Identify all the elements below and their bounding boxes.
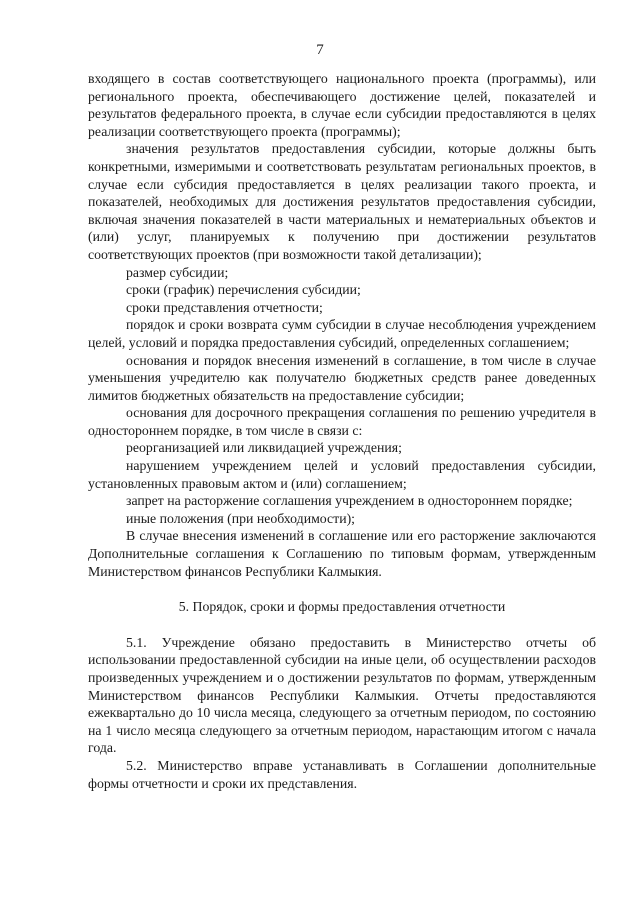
section-heading: 5. Порядок, сроки и формы предоставления отчетности — [178, 599, 506, 615]
body-paragraph: входящего в состав соответствующего национального проекта (программы), или регионального проекта, обеспечивающего достижение целей, показателей и результатов федерального проекта, в случае если субсидии предоставляются в целях реализации соответствующего проекта (программы); — [88, 71, 596, 139]
paragraphs-after-section — [88, 634, 596, 792]
body-paragraph: В случае внесения изменений в соглашение или его расторжение заключаются Дополнительные соглашения к Соглашению по типовым формам, утвержденным Министерством финансов Республики Калмыкия. — [88, 528, 596, 579]
body-paragraph: запрет на расторжение соглашения учреждением в одностороннем порядке; — [126, 493, 573, 509]
body-paragraph: основания для досрочного прекращения соглашения по решению учредителя в одностороннем порядке, в том числе в связи с: — [88, 405, 596, 438]
body-paragraph: нарушением учреждением целей и условий предоставления субсидии, установленных правовым актом и (или) соглашением; — [88, 458, 596, 491]
body-paragraph: реорганизацией или ликвидацией учреждения; — [126, 440, 402, 456]
body-paragraph: значения результатов предоставления субсидии, которые должны быть конкретными, измеримыми и соответствовать результатам региональных проектов, в случае если субсидия предоставляется в целях реализации такого проекта, и показателей, необходимых для достижения результатов предоставления субсидии, включая значения показателей в части материальных и нематериальных объектов и (или) услуг, планируемых к получению при достижении результатов соответствующих проектов (при возможности такой детализации); — [88, 141, 596, 262]
body-paragraph: 5.1. Учреждение обязано предоставить в Министерство отчеты об использовании предоставленной субсидии на иные цели, об осуществлении расходов произведенных учреждением и о достижении результатов по формам, утвержденным Министерством финансов Республики Калмыкия. Отчеты предоставляются ежеквартально до 10 числа месяца, следующего за отчетным периодом, по состоянию на 1 число месяца следующего за отчетным периодом, нарастающим итогом с начала года. — [88, 634, 596, 756]
paragraphs-before-section — [88, 70, 596, 580]
page-number: 7 — [316, 42, 324, 58]
body-paragraph: 5.2. Министерство вправе устанавливать в Соглашении дополнительные формы отчетности и сроки их представления. — [88, 757, 596, 791]
body-paragraph: сроки (график) перечисления субсидии; — [126, 282, 361, 298]
body-paragraph: иные положения (при необходимости); — [126, 510, 356, 526]
body-paragraph: сроки представления отчетности; — [126, 299, 323, 315]
body-paragraph: размер субсидии; — [126, 264, 229, 280]
body-paragraph: основания и порядок внесения изменений в соглашение, в том числе в случае уменьшения учредителю как получателю бюджетных средств ранее доведенных лимитов бюджетных обязательств на предоставление субсидии; — [88, 352, 596, 403]
body-paragraph: порядок и сроки возврата сумм субсидии в случае несоблюдения учреждением целей, условий и порядка предоставления субсидий, определенных соглашением; — [88, 317, 596, 350]
document-body — [88, 70, 596, 792]
